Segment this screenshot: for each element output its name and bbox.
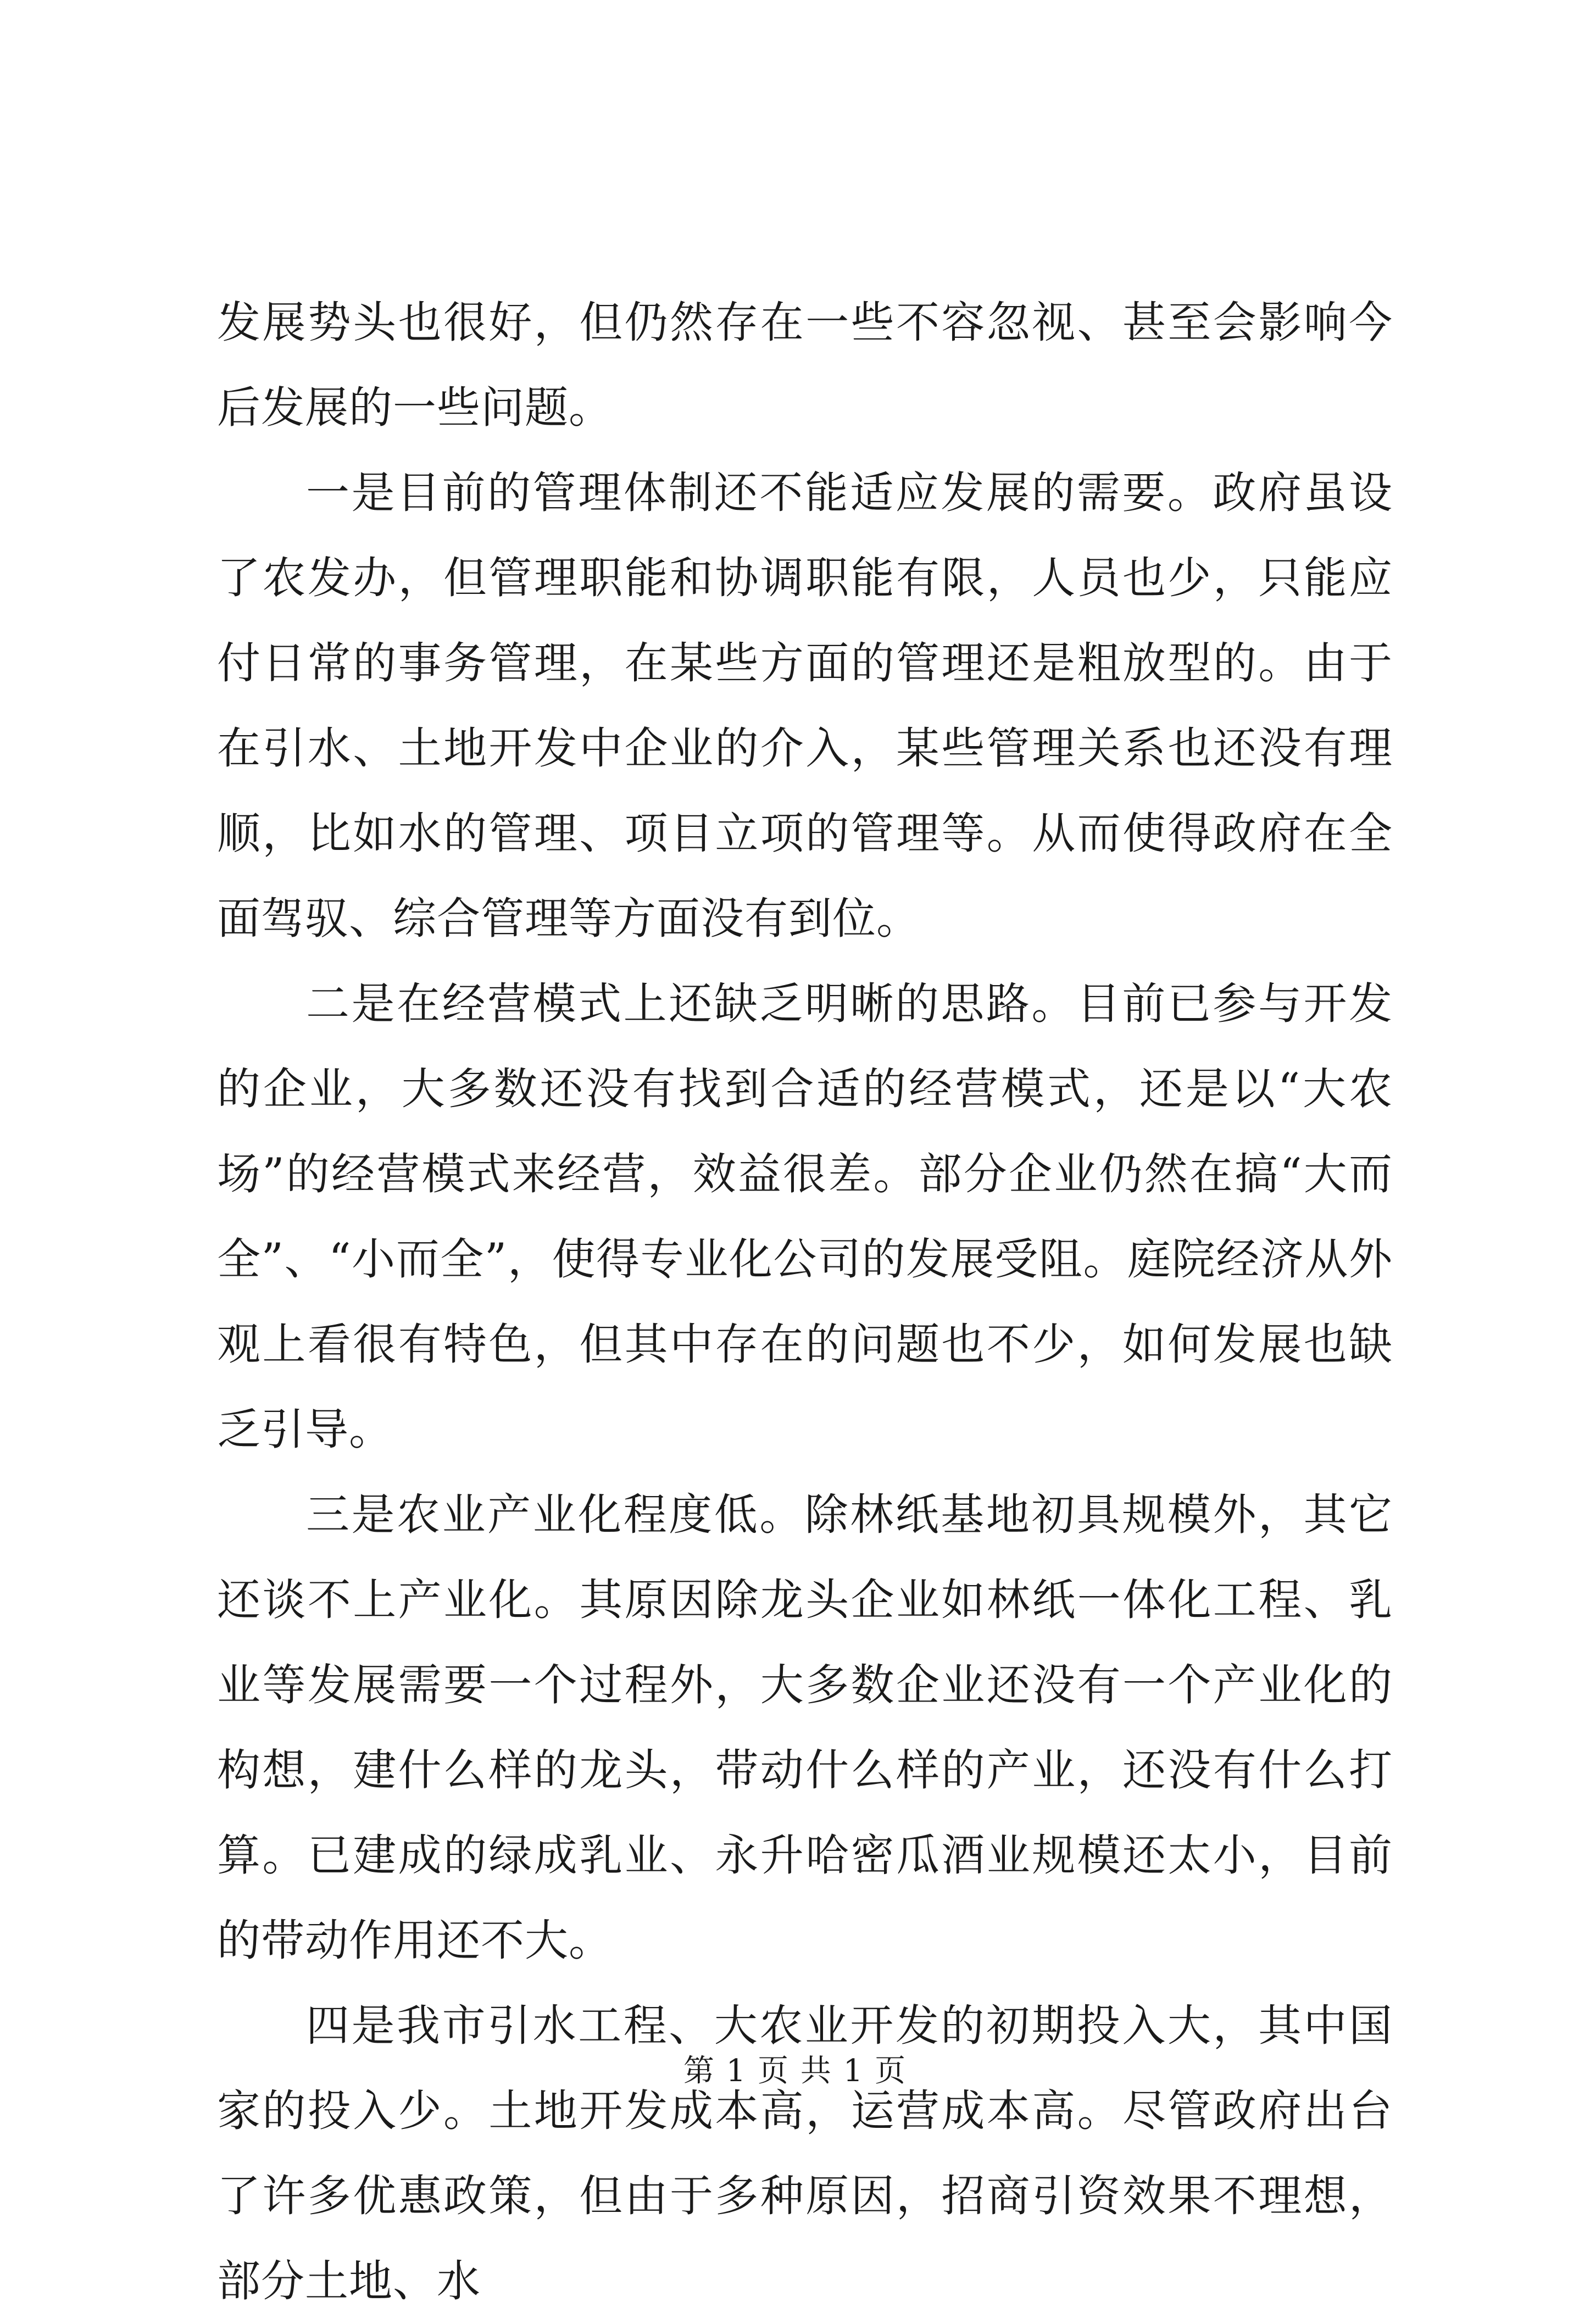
paragraph-business-model: 二是在经营模式上还缺乏明晰的思路。目前已参与开发的企业，大多数还没有找到合适的经营模式，还是以“大农场”的经营模式来经营，效益很差。部分企业仍然在搞“大而全”、“小而全”，使得专业化公司的发展受阻。庭院经济从外观上看很有特色，但其中存在的问题也不少，如何发展也缺乏引导。 — [217, 978, 1393, 1455]
page-footer — [0, 2049, 1590, 2093]
paragraph-continuation: 发展势头也很好，但仍然存在一些不容忽视、甚至会影响今后发展的一些问题。 — [217, 297, 1393, 433]
document-body — [217, 280, 1393, 2324]
paragraph-management-system: 一是目前的管理体制还不能适应发展的需要。政府虽设了农发办，但管理职能和协调职能有限，人员也少，只能应付日常的事务管理，在某些方面的管理还是粗放型的。由于在引水、土地开发中企业的介入，某些管理关系也还没有理顺，比如水的管理、项目立项的管理等。从而使得政府在全面驾驭、综合管理等方面没有到位。 — [217, 468, 1393, 944]
paragraph-investment: 四是我市引水工程、大农业开发的初期投入大，其中国家的投入少。土地开发成本高，运营成本高。尽管政府出台了许多优惠政策，但由于多种原因，招商引资效果不理想，部分土地、水 — [217, 2000, 1393, 2306]
paragraph-industrialization: 三是农业产业化程度低。除林纸基地初具规模外，其它还谈不上产业化。其原因除龙头企业如林纸一体化工程、乳业等发展需要一个过程外，大多数企业还没有一个产业化的构想，建什么样的龙头，带动什么样的产业，还没有什么打算。已建成的绿成乳业、永升哈密瓜酒业规模还太小，目前的带动作用还不大。 — [217, 1489, 1393, 1966]
page-number-label: 第 1 页 共 1 页 — [683, 2053, 907, 2089]
